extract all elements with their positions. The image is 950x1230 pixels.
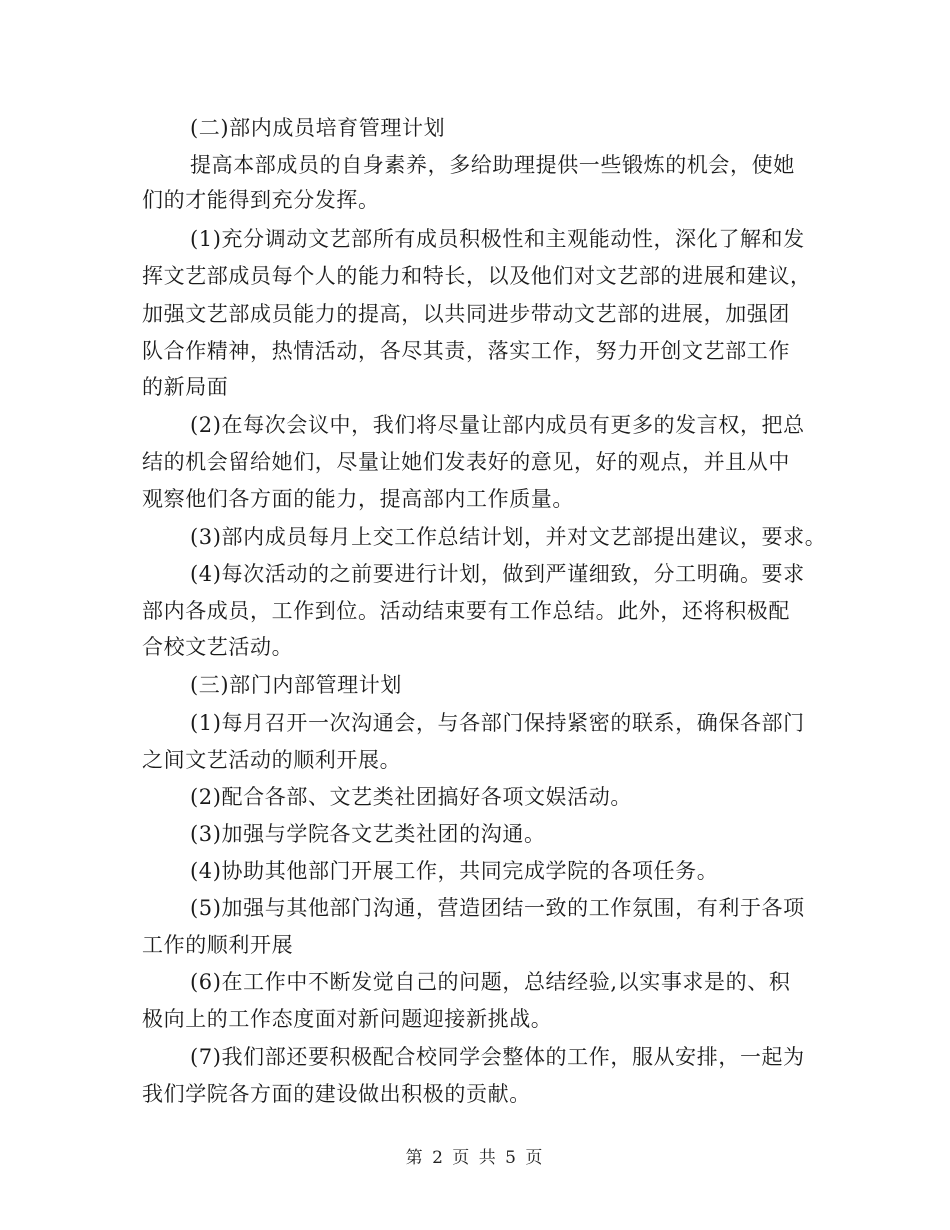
paragraph-line: 加强文艺部成员能力的提高，以共同进步带动文艺部的进展，加强团 <box>142 302 790 326</box>
paragraph-line: 观察他们各方面的能力，提高部内工作质量。 <box>142 487 574 511</box>
list-item-line: (6)在工作中不断发觉自己的问题，总结经验,以实事求是的、积 <box>190 970 791 994</box>
paragraph-line: 我们学院各方面的建设做出积极的贡献。 <box>142 1082 531 1106</box>
list-item-line: (1)每月召开一次沟通会，与各部门保持紧密的联系，确保各部门 <box>190 711 805 735</box>
paragraph-line: 部内各成员，工作到位。活动结束要有工作总结。此外，还将积极配 <box>142 599 790 623</box>
list-item-line: (2)在每次会议中，我们将尽量让部内成员有更多的发言权，把总 <box>190 413 805 437</box>
paragraph-line: 挥文艺部成员每个人的能力和特长，以及他们对文艺部的进展和建议， <box>142 264 812 288</box>
paragraph-line: 队合作精神，热情活动，各尽其责，落实工作，努力开创文艺部工作 <box>142 339 790 363</box>
paragraph-line: 们的才能得到充分发挥。 <box>142 188 380 212</box>
list-item-line: (4)每次活动的之前要进行计划，做到严谨细致，分工明确。要求 <box>190 562 805 586</box>
list-item-line: (4)协助其他部门开展工作，共同完成学院的各项任务。 <box>190 859 719 883</box>
list-item-line: (7)我们部还要积极配合校同学会整体的工作，服从安排，一起为 <box>190 1045 805 1069</box>
paragraph-line: 提高本部成员的自身素养，多给助理提供一些锻炼的机会，使她 <box>190 153 795 177</box>
list-item-line: (1)充分调动文艺部所有成员积极性和主观能动性，深化了解和发 <box>190 227 805 251</box>
paragraph-line: 合校文艺活动。 <box>142 635 294 659</box>
paragraph-line: 之间文艺活动的顺利开展。 <box>142 748 402 772</box>
list-item-line: (3)加强与学院各文艺类社团的沟通。 <box>190 822 546 846</box>
paragraph-line: 的新局面 <box>142 375 229 399</box>
section-heading-internal-management: (三)部门内部管理计划 <box>190 673 402 697</box>
paragraph-line: 工作的顺利开展 <box>142 933 294 957</box>
page-number-footer: 第 2 页 共 5 页 <box>405 1148 545 1168</box>
list-item-line: (2)配合各部、文艺类社团搞好各项文娱活动。 <box>190 785 632 809</box>
list-item-line: (5)加强与其他部门沟通，营造团结一致的工作氛围，有利于各项 <box>190 896 805 920</box>
section-heading-member-training: (二)部内成员培育管理计划 <box>190 116 446 140</box>
list-item-line: (3)部内成员每月上交工作总结计划，并对文艺部提出建议，要求。 <box>190 525 827 549</box>
paragraph-line: 结的机会留给她们，尽量让她们发表好的意见，好的观点，并且从中 <box>142 450 790 474</box>
paragraph-line: 极向上的工作态度面对新问题迎接新挑战。 <box>142 1007 553 1031</box>
